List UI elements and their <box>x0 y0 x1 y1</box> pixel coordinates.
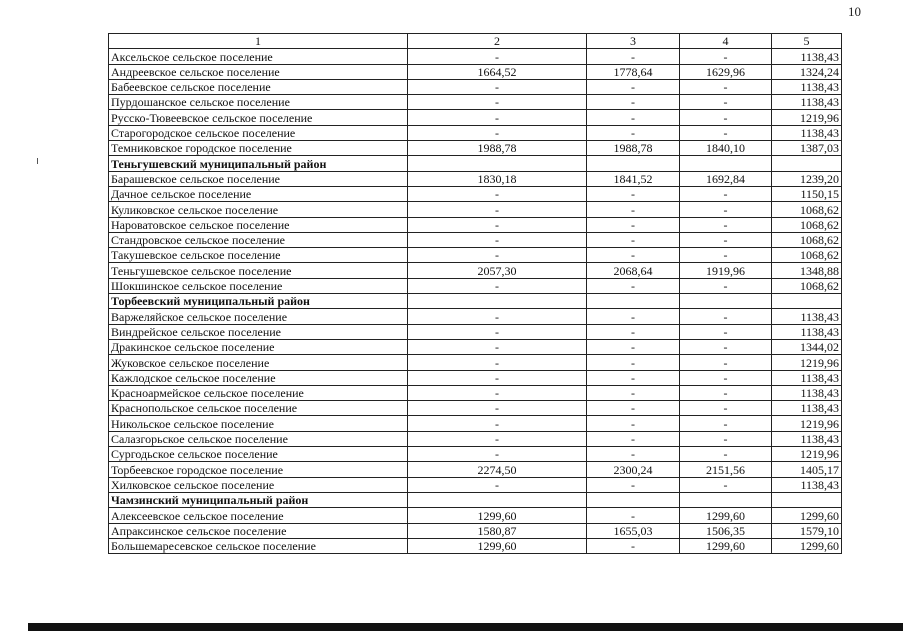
value-cell-col2: - <box>408 355 587 370</box>
table-row <box>109 355 842 370</box>
settlement-name: Алексеевское сельское поселение <box>109 508 408 523</box>
empty-cell <box>587 156 680 171</box>
table-row <box>109 370 842 385</box>
value-cell-col3: - <box>587 110 680 125</box>
value-cell-col3: - <box>587 309 680 324</box>
value-cell-col5: 1579,10 <box>772 523 842 538</box>
bottom-rule <box>28 623 903 631</box>
value-cell-col3: 2300,24 <box>587 462 680 477</box>
value-cell-col2: 1664,52 <box>408 64 587 79</box>
value-cell-col2: - <box>408 110 587 125</box>
empty-cell <box>587 294 680 309</box>
value-cell-col4: - <box>680 447 772 462</box>
table-row <box>109 186 842 201</box>
table-row <box>109 508 842 523</box>
table-row <box>109 523 842 538</box>
tariff-table <box>108 33 842 554</box>
value-cell-col2: - <box>408 385 587 400</box>
settlement-name: Бабеевское сельское поселение <box>109 79 408 94</box>
value-cell-col5: 1348,88 <box>772 263 842 278</box>
settlement-name: Большемаресевское сельское поселение <box>109 538 408 553</box>
settlement-name: Дракинское сельское поселение <box>109 339 408 354</box>
value-cell-col2: - <box>408 370 587 385</box>
empty-cell <box>587 492 680 507</box>
value-cell-col4: - <box>680 416 772 431</box>
value-cell-col5: 1068,62 <box>772 217 842 232</box>
district-name: Торбеевский муниципальный район <box>109 294 408 309</box>
value-cell-col4: - <box>680 125 772 140</box>
district-row <box>109 294 842 309</box>
settlement-name: Русско-Тювеевское сельское поселение <box>109 110 408 125</box>
value-cell-col2: 1299,60 <box>408 538 587 553</box>
table-row <box>109 110 842 125</box>
settlement-name: Барашевское сельское поселение <box>109 171 408 186</box>
value-cell-col2: 1988,78 <box>408 141 587 156</box>
table-row <box>109 477 842 492</box>
value-cell-col3: - <box>587 508 680 523</box>
value-cell-col3: - <box>587 477 680 492</box>
settlement-name: Шокшинское сельское поселение <box>109 278 408 293</box>
table-row <box>109 79 842 94</box>
value-cell-col5: 1239,20 <box>772 171 842 186</box>
table-body <box>109 34 842 554</box>
value-cell-col3: 2068,64 <box>587 263 680 278</box>
value-cell-col4: - <box>680 431 772 446</box>
empty-cell <box>408 294 587 309</box>
table-row <box>109 141 842 156</box>
value-cell-col2: - <box>408 95 587 110</box>
table-row <box>109 217 842 232</box>
value-cell-col2: 2274,50 <box>408 462 587 477</box>
value-cell-col4: - <box>680 49 772 64</box>
value-cell-col4: - <box>680 110 772 125</box>
value-cell-col4: 1299,60 <box>680 538 772 553</box>
settlement-name: Куликовское сельское поселение <box>109 202 408 217</box>
value-cell-col4: - <box>680 355 772 370</box>
column-header-4: 4 <box>680 34 772 49</box>
value-cell-col4: - <box>680 477 772 492</box>
value-cell-col3: - <box>587 339 680 354</box>
value-cell-col5: 1138,43 <box>772 477 842 492</box>
value-cell-col5: 1138,43 <box>772 49 842 64</box>
value-cell-col5: 1387,03 <box>772 141 842 156</box>
column-header-5: 5 <box>772 34 842 49</box>
value-cell-col2: - <box>408 202 587 217</box>
value-cell-col4: - <box>680 95 772 110</box>
value-cell-col4: - <box>680 186 772 201</box>
value-cell-col2: - <box>408 431 587 446</box>
value-cell-col5: 1299,60 <box>772 508 842 523</box>
value-cell-col3: 1988,78 <box>587 141 680 156</box>
value-cell-col3: - <box>587 79 680 94</box>
value-cell-col2: - <box>408 278 587 293</box>
settlement-name: Никольское сельское поселение <box>109 416 408 431</box>
value-cell-col2: 1830,18 <box>408 171 587 186</box>
table-row <box>109 462 842 477</box>
column-header-3: 3 <box>587 34 680 49</box>
table-row <box>109 49 842 64</box>
table-row <box>109 125 842 140</box>
table-row <box>109 447 842 462</box>
settlement-name: Хилковское сельское поселение <box>109 477 408 492</box>
settlement-name: Варжеляйское сельское поселение <box>109 309 408 324</box>
value-cell-col2: - <box>408 125 587 140</box>
value-cell-col3: - <box>587 416 680 431</box>
value-cell-col2: - <box>408 447 587 462</box>
table-row <box>109 263 842 278</box>
value-cell-col2: - <box>408 416 587 431</box>
value-cell-col4: 1299,60 <box>680 508 772 523</box>
settlement-name: Жуковское сельское поселение <box>109 355 408 370</box>
district-row <box>109 492 842 507</box>
value-cell-col3: - <box>587 202 680 217</box>
empty-cell <box>680 156 772 171</box>
table-row <box>109 309 842 324</box>
settlement-name: Виндрейское сельское поселение <box>109 324 408 339</box>
value-cell-col4: - <box>680 324 772 339</box>
settlement-name: Пурдошанское сельское поселение <box>109 95 408 110</box>
value-cell-col5: 1405,17 <box>772 462 842 477</box>
settlement-name: Такушевское сельское поселение <box>109 248 408 263</box>
settlement-name: Старогородское сельское поселение <box>109 125 408 140</box>
value-cell-col2: - <box>408 79 587 94</box>
value-cell-col5: 1219,96 <box>772 110 842 125</box>
value-cell-col4: 1840,10 <box>680 141 772 156</box>
settlement-name: Торбеевское городское поселение <box>109 462 408 477</box>
settlement-name: Красноармейское сельское поселение <box>109 385 408 400</box>
empty-cell <box>408 492 587 507</box>
value-cell-col2: - <box>408 401 587 416</box>
value-cell-col3: - <box>587 324 680 339</box>
value-cell-col5: 1138,43 <box>772 324 842 339</box>
value-cell-col2: - <box>408 49 587 64</box>
settlement-name: Андреевское сельское поселение <box>109 64 408 79</box>
empty-cell <box>680 492 772 507</box>
table-row <box>109 431 842 446</box>
value-cell-col4: 1692,84 <box>680 171 772 186</box>
value-cell-col2: - <box>408 217 587 232</box>
table-row <box>109 416 842 431</box>
value-cell-col3: - <box>587 125 680 140</box>
value-cell-col4: - <box>680 370 772 385</box>
value-cell-col3: - <box>587 538 680 553</box>
value-cell-col3: - <box>587 49 680 64</box>
value-cell-col5: 1324,24 <box>772 64 842 79</box>
value-cell-col4: 1919,96 <box>680 263 772 278</box>
value-cell-col4: - <box>680 248 772 263</box>
value-cell-col4: - <box>680 79 772 94</box>
table-row <box>109 401 842 416</box>
settlement-name: Темниковское городское поселение <box>109 141 408 156</box>
value-cell-col4: - <box>680 385 772 400</box>
value-cell-col4: - <box>680 401 772 416</box>
settlement-name: Аксельское сельское поселение <box>109 49 408 64</box>
value-cell-col5: 1138,43 <box>772 125 842 140</box>
table-row <box>109 95 842 110</box>
value-cell-col2: - <box>408 309 587 324</box>
column-number-row <box>109 34 842 49</box>
value-cell-col3: - <box>587 385 680 400</box>
district-row <box>109 156 842 171</box>
value-cell-col3: - <box>587 232 680 247</box>
settlement-name: Салазгорьское сельское поселение <box>109 431 408 446</box>
empty-cell <box>772 492 842 507</box>
value-cell-col5: 1068,62 <box>772 202 842 217</box>
value-cell-col4: - <box>680 278 772 293</box>
value-cell-col4: 2151,56 <box>680 462 772 477</box>
value-cell-col3: - <box>587 186 680 201</box>
value-cell-col3: - <box>587 248 680 263</box>
value-cell-col4: - <box>680 339 772 354</box>
value-cell-col5: 1068,62 <box>772 248 842 263</box>
settlement-name: Стандровское сельское поселение <box>109 232 408 247</box>
value-cell-col3: - <box>587 447 680 462</box>
value-cell-col2: - <box>408 339 587 354</box>
value-cell-col3: - <box>587 370 680 385</box>
value-cell-col5: 1138,43 <box>772 79 842 94</box>
table-row <box>109 232 842 247</box>
value-cell-col5: 1150,15 <box>772 186 842 201</box>
value-cell-col2: - <box>408 477 587 492</box>
table-row <box>109 248 842 263</box>
page-number: 10 <box>848 4 861 19</box>
value-cell-col3: - <box>587 355 680 370</box>
value-cell-col5: 1138,43 <box>772 309 842 324</box>
column-header-2: 2 <box>408 34 587 49</box>
value-cell-col4: - <box>680 217 772 232</box>
value-cell-col2: 1580,87 <box>408 523 587 538</box>
value-cell-col3: - <box>587 401 680 416</box>
empty-cell <box>680 294 772 309</box>
value-cell-col4: 1629,96 <box>680 64 772 79</box>
value-cell-col5: 1219,96 <box>772 355 842 370</box>
value-cell-col2: 2057,30 <box>408 263 587 278</box>
settlement-name: Нароватовское сельское поселение <box>109 217 408 232</box>
value-cell-col3: 1655,03 <box>587 523 680 538</box>
value-cell-col5: 1068,62 <box>772 278 842 293</box>
table-row <box>109 538 842 553</box>
value-cell-col2: - <box>408 186 587 201</box>
empty-cell <box>772 156 842 171</box>
table-row <box>109 385 842 400</box>
empty-cell <box>408 156 587 171</box>
value-cell-col4: - <box>680 202 772 217</box>
value-cell-col5: 1138,43 <box>772 385 842 400</box>
table-row <box>109 171 842 186</box>
value-cell-col3: - <box>587 278 680 293</box>
margin-mark <box>37 158 38 164</box>
value-cell-col5: 1138,43 <box>772 95 842 110</box>
value-cell-col4: - <box>680 309 772 324</box>
value-cell-col4: 1506,35 <box>680 523 772 538</box>
value-cell-col2: - <box>408 232 587 247</box>
district-name: Чамзинский муниципальный район <box>109 492 408 507</box>
settlement-name: Теньгушевское сельское поселение <box>109 263 408 278</box>
value-cell-col5: 1219,96 <box>772 416 842 431</box>
value-cell-col5: 1138,43 <box>772 401 842 416</box>
value-cell-col3: 1841,52 <box>587 171 680 186</box>
value-cell-col5: 1299,60 <box>772 538 842 553</box>
table-row <box>109 202 842 217</box>
settlement-name: Апраксинское сельское поселение <box>109 523 408 538</box>
table-row <box>109 339 842 354</box>
value-cell-col2: - <box>408 324 587 339</box>
value-cell-col3: - <box>587 95 680 110</box>
value-cell-col2: - <box>408 248 587 263</box>
value-cell-col4: - <box>680 232 772 247</box>
table-row <box>109 278 842 293</box>
district-name: Теньгушевский муниципальный район <box>109 156 408 171</box>
value-cell-col3: - <box>587 431 680 446</box>
table-row <box>109 64 842 79</box>
settlement-name: Кажлодское сельское поселение <box>109 370 408 385</box>
settlement-name: Краснопольское сельское поселение <box>109 401 408 416</box>
settlement-name: Дачное сельское поселение <box>109 186 408 201</box>
table-row <box>109 324 842 339</box>
value-cell-col2: 1299,60 <box>408 508 587 523</box>
value-cell-col5: 1344,02 <box>772 339 842 354</box>
value-cell-col5: 1138,43 <box>772 431 842 446</box>
empty-cell <box>772 294 842 309</box>
settlement-name: Сургодьское сельское поселение <box>109 447 408 462</box>
value-cell-col3: - <box>587 217 680 232</box>
value-cell-col5: 1068,62 <box>772 232 842 247</box>
value-cell-col3: 1778,64 <box>587 64 680 79</box>
column-header-1: 1 <box>109 34 408 49</box>
value-cell-col5: 1219,96 <box>772 447 842 462</box>
value-cell-col5: 1138,43 <box>772 370 842 385</box>
